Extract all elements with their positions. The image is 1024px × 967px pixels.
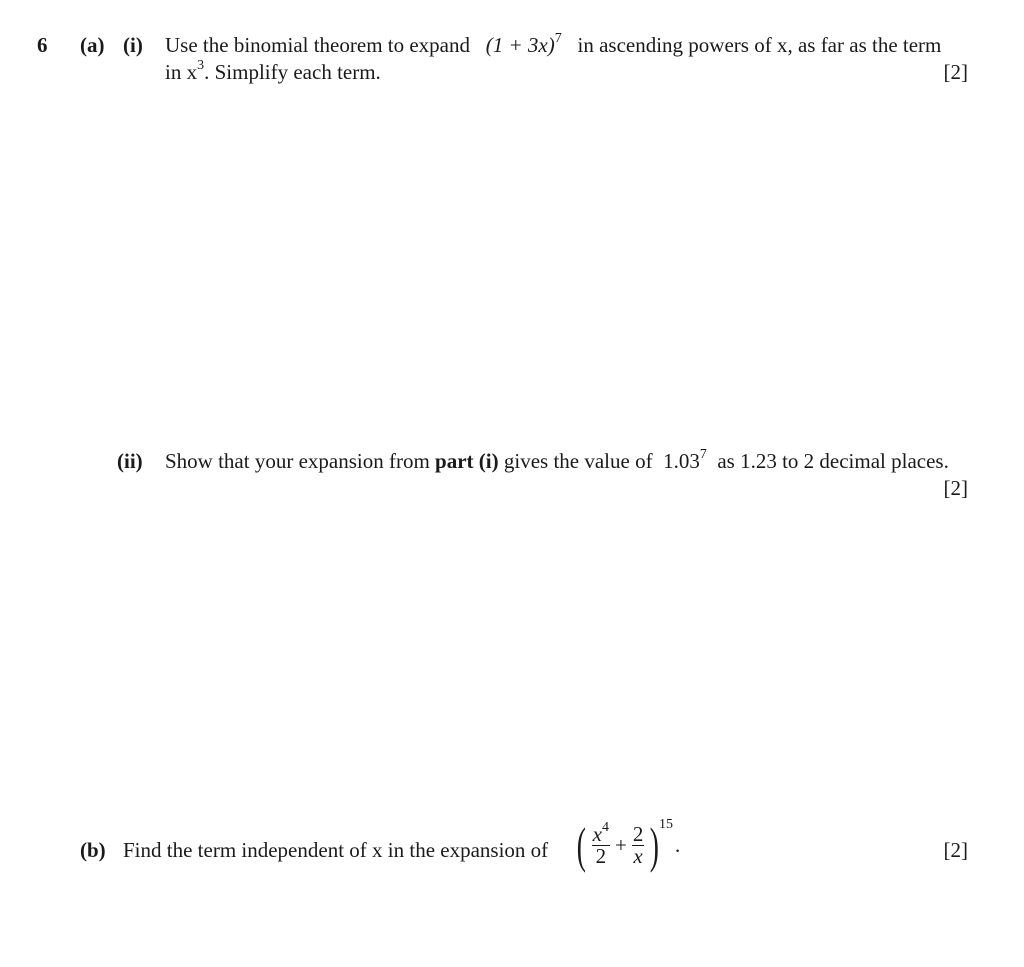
- outer-power: 15: [658, 817, 673, 832]
- fraction-2-over-x: [632, 821, 645, 868]
- sub-i-instruction: Use the binomial theorem to expand: [165, 33, 471, 57]
- part-b-marks: [2]: [943, 838, 968, 862]
- sub-i-line2-power: 3: [197, 58, 205, 73]
- sub-ii-marks: [2]: [943, 476, 968, 500]
- answer-space-b[interactable]: [123, 885, 963, 955]
- frac1-num-base: x: [592, 821, 602, 846]
- sub-ii-part-ref: part (i): [435, 449, 499, 473]
- sub-ii-line: [165, 449, 949, 474]
- part-b-label: (b): [80, 838, 106, 862]
- sub-ii-text-before: Show that your expansion from: [165, 449, 430, 473]
- left-paren: (: [576, 817, 586, 873]
- fraction-x4-over-2: [592, 819, 610, 868]
- sub-i-expression-power: 7: [554, 31, 562, 46]
- sub-ii-text-after: as 1.23 to 2 decimal places.: [717, 449, 949, 473]
- sub-i-line2-tail: . Simplify each term.: [204, 60, 381, 84]
- frac2-num: 2: [632, 821, 644, 846]
- frac1-num-power: 4: [601, 819, 609, 835]
- part-b-expression: [573, 817, 681, 873]
- sub-ii-value-power: 7: [699, 447, 707, 462]
- sub-ii-label: (ii): [117, 449, 143, 473]
- answer-space-i[interactable]: [165, 95, 965, 435]
- part-a-label: (a): [80, 33, 105, 57]
- right-paren: ): [650, 817, 660, 873]
- sub-i-line1: [165, 33, 941, 58]
- sub-i-line2: [165, 60, 381, 85]
- sub-i-line2-prefix: in x: [165, 60, 198, 84]
- sub-i-label: (i): [123, 33, 143, 57]
- question-number: 6: [37, 33, 48, 57]
- end-punctuation: .: [674, 832, 681, 857]
- sub-ii-value: 1.03: [663, 449, 700, 473]
- sub-i-expression: (1 + 3x): [485, 33, 555, 57]
- sub-i-marks: [2]: [943, 60, 968, 84]
- plus-operator: +: [614, 832, 627, 857]
- sub-ii-text-mid: gives the value of: [503, 449, 653, 473]
- frac2-den: x: [633, 843, 643, 868]
- sub-i-instruction-tail: in ascending powers of x, as far as the term: [577, 33, 942, 57]
- part-b-text: Find the term independent of x in the expansion of: [123, 838, 549, 862]
- frac1-den: 2: [592, 845, 610, 867]
- answer-space-ii[interactable]: [165, 510, 965, 810]
